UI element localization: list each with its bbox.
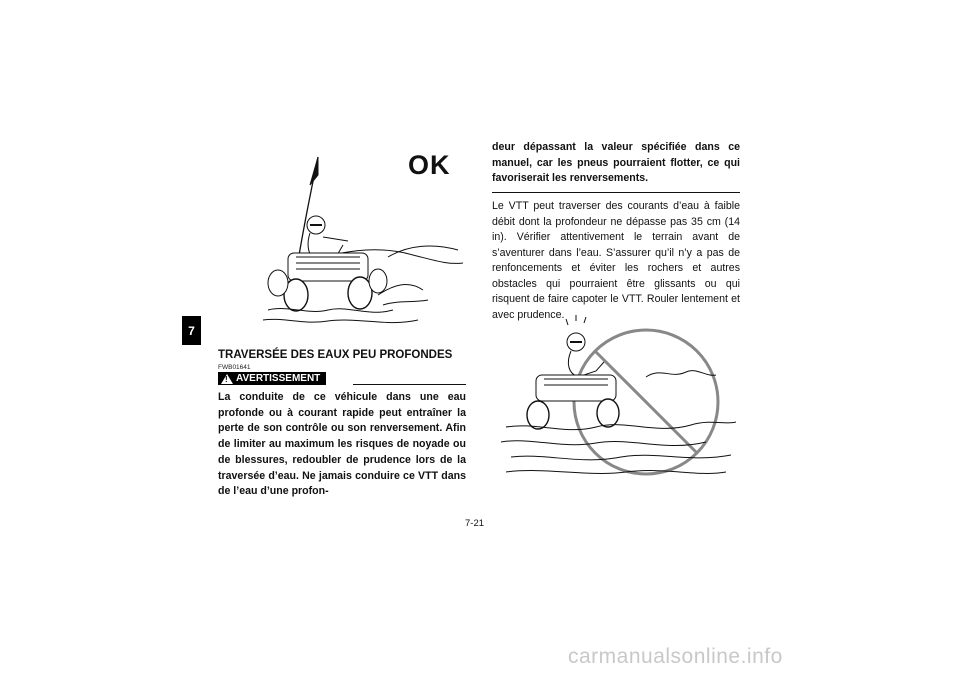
- page-number: 7-21: [465, 518, 485, 529]
- chapter-tab: 7: [182, 316, 201, 345]
- warning-badge: [218, 372, 326, 385]
- ok-label: OK: [408, 150, 451, 180]
- warning-rule: [353, 384, 466, 385]
- warning-triangle-icon: [221, 374, 233, 384]
- warning-text: La conduite de ce véhicule dans une eau profonde ou à courant rapide peut entraîner la perte de son contrôle ou son renversement. Afin de limiter au maximum les risques de noyade ou de blessures, redoubler de prudence lors de la traversée d’eau. Ne jamais conduire ce VTT dans de l’eau d’une profon-: [218, 391, 466, 498]
- atv-prohibited-deep-water-icon: [496, 307, 736, 482]
- warning-text-continued: deur dépassant la valeur spécifiée dans ce manuel, car les pneus pourraient flotter, ce qui favoriserait les renversements.: [492, 141, 740, 185]
- body-paragraph: Le VTT peut traverser des courants d’eau à faible débit dont la profondeur ne dépasse pas 35 cm (14 in). Vérifier attentivement le terrain avant de s’aventurer dans l’eau. S’assurer qu’il n’y a pas de renfoncements et éviter les rochers et autres obstacles qui pourraient être glissants ou qui risquent de faire capoter le VTT. Rouler lentement et avec prudence.: [492, 200, 740, 321]
- watermark: carmanualsonline.info: [568, 645, 783, 668]
- warning-badge-label: AVERTISSEMENT: [236, 373, 321, 384]
- section-title: TRAVERSÉE DES EAUX PEU PROFONDES: [218, 349, 453, 361]
- section-code: FWB01641: [218, 364, 251, 371]
- warning-end-rule: [492, 192, 740, 193]
